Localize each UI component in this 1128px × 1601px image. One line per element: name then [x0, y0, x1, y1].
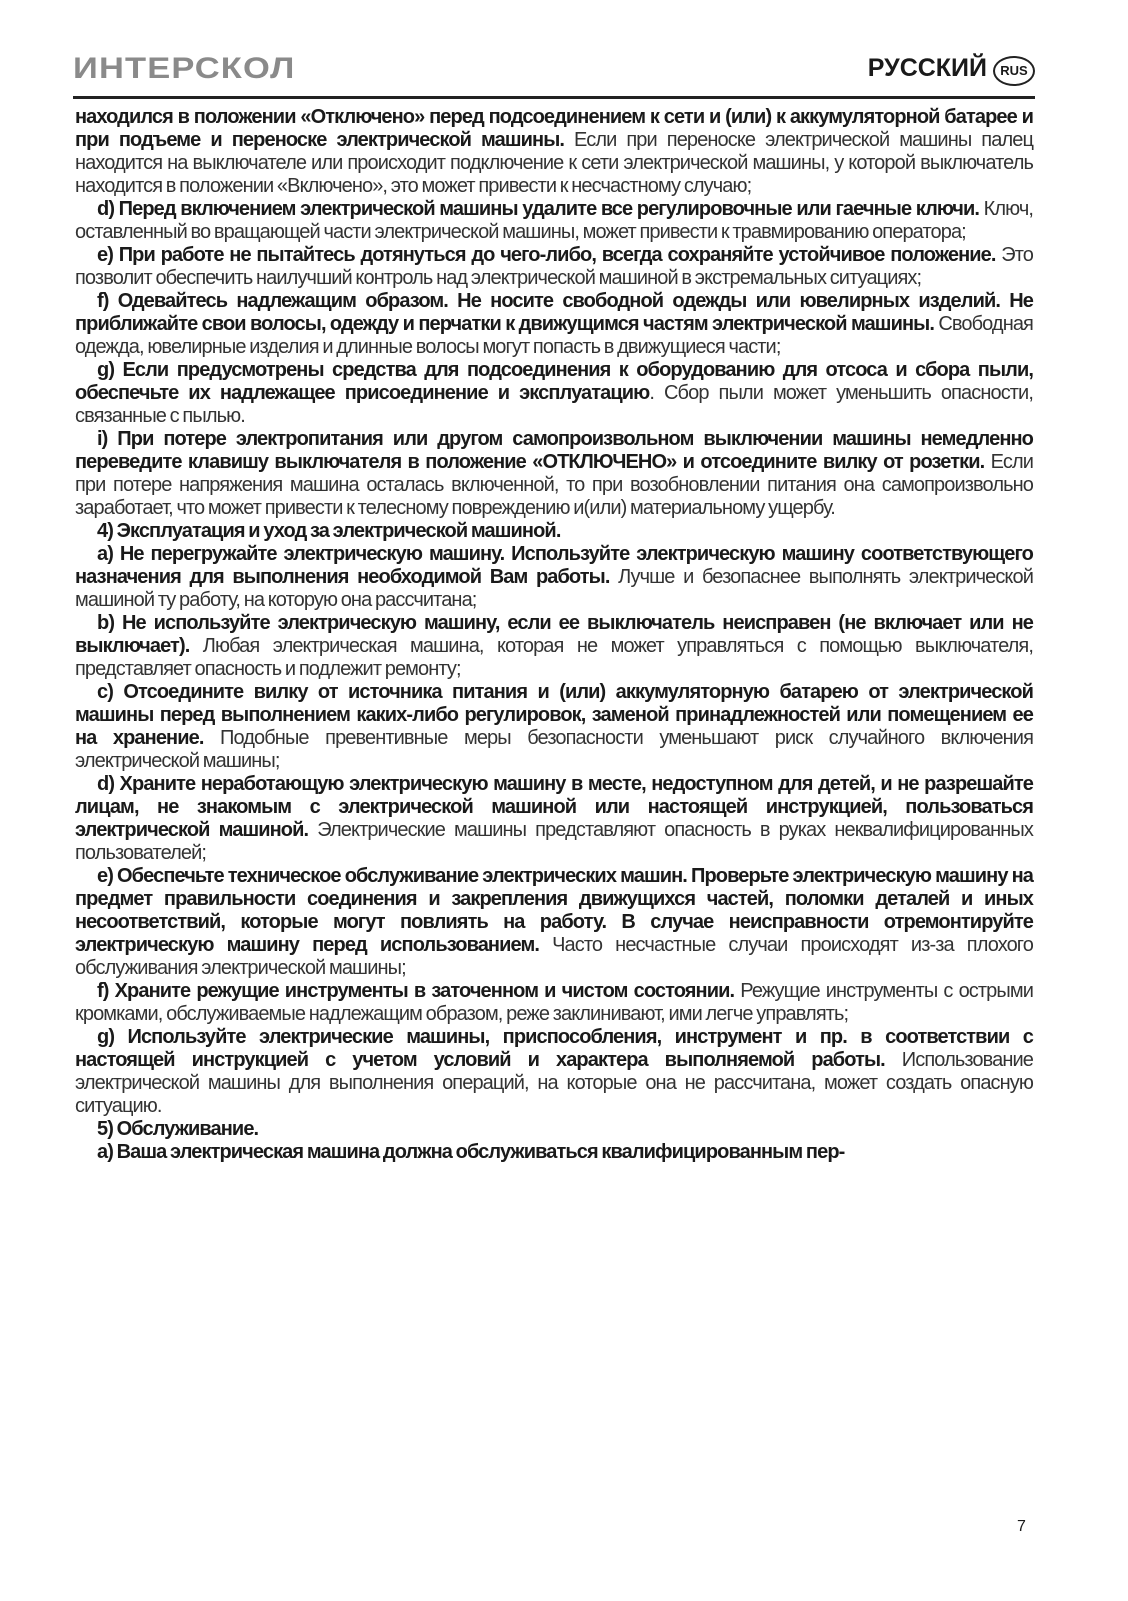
paragraph-text: Электрические машины представляют опасность в руках неквалифицированных пользователей;	[75, 819, 1033, 864]
paragraph	[75, 681, 1033, 773]
paragraph-bold-text: f) Одевайтесь надлежащим образом. Не носите свободной одежды или ювелирных изделий. Не приближайте свои волосы, одежду и перчатки к движущимся частям электрической машины.	[75, 290, 1033, 335]
brand-logo: ИНТЕРСКОЛ	[73, 52, 296, 85]
paragraph-text: Режущие инструменты с острыми кромками, обслуживаемые надлежащим образом, реже заклинивают, ими легче управлять;	[75, 980, 1033, 1025]
paragraph	[75, 1118, 1033, 1141]
paragraph-bold-text: 5) Обслуживание.	[97, 1118, 259, 1140]
language-label: РУССКИЙ	[867, 54, 987, 82]
paragraph-bold-text: d) Перед включением электрической машины удалите все регулировочные или гаечные ключи.	[97, 198, 980, 220]
body-text	[75, 106, 1033, 1164]
paragraph-bold-text: находился в положении «Отключено» перед подсоединением к сети и (или) к аккумуляторной батарее и при подъеме и переноске электрической машины.	[75, 106, 1033, 151]
paragraph-text: Это позволит обеспечить наилучший контроль над электрической машиной в экстремальных ситуациях;	[75, 244, 1033, 289]
paragraph-bold-text: b) Не используйте электрическую машину, если ее выключатель неисправен (не включает или не выключает).	[75, 612, 1033, 657]
paragraph-text: Если при переноске электрической машины палец находится на выключателе или происходит подключение к сети электрической машины, у которой выключатель находится в положении «Включено», это может привести к несчастному случаю;	[75, 129, 1033, 197]
paragraph-bold-text: f) Храните режущие инструменты в заточенном и чистом состоянии.	[97, 980, 735, 1002]
page-header	[73, 50, 1035, 90]
paragraph	[75, 198, 1033, 244]
paragraph-bold-text: d) Храните неработающую электрическую машину в месте, недоступном для детей, и не разрешайте лицам, не знакомым с электрической машиной или настоящей инструкцией, пользоваться электрической машиной.	[75, 773, 1033, 841]
paragraph	[75, 1141, 1033, 1164]
paragraph	[75, 865, 1033, 980]
paragraph	[75, 520, 1033, 543]
paragraph-bold-text: e) Обеспечьте техническое обслуживание электрических машин. Проверьте электрическую машину на предмет правильности соединения и закрепления движущихся частей, поломки деталей и иных несоответствий, которые могут повлиять на работу. В случае неисправности отремонтируйте электрическую машину перед использованием.	[75, 865, 1033, 956]
paragraph-bold-text: a) Не перегружайте электрическую машину. Используйте электрическую машину соответствующего назначения для выполнения необходимой Вам работы.	[75, 543, 1033, 588]
paragraph	[75, 244, 1033, 290]
paragraph-text: Использование электрической машины для выполнения операций, на которые она не рассчитана, может создать опасную ситуацию.	[75, 1049, 1033, 1117]
paragraph-text: . Сбор пыли может уменьшить опасности, связанные с пылью.	[75, 382, 1033, 427]
paragraph-bold-text: g) Используйте электрические машины, приспособления, инструмент и пр. в соответствии с настоящей инструкцией с учетом условий и характера выполняемой работы.	[75, 1026, 1033, 1071]
paragraph	[75, 290, 1033, 359]
paragraph	[75, 359, 1033, 428]
paragraph	[75, 106, 1033, 198]
paragraph-bold-text: g) Если предусмотрены средства для подсоединения к оборудованию для отсоса и сбора пыли, обеспечьте их надлежащее присоединение и эксплуатацию	[75, 359, 1033, 404]
language-code-badge: RUS	[993, 56, 1035, 86]
paragraph-text: Ключ, оставленный во вращающей части электрической машины, может привести к травмированию оператора;	[75, 198, 1033, 243]
paragraph-bold-text: a) Ваша электрическая машина должна обслуживаться квалифицированным пер-	[97, 1141, 845, 1163]
paragraph-bold-text: c) Отсоедините вилку от источника питания и (или) аккумуляторную батарею от электрической машины перед выполнением каких-либо регулировок, заменой принадлежностей или помещением ее на хранение.	[75, 681, 1033, 749]
paragraph-text: Лучше и безопаснее выполнять электрической машиной ту работу, на которую она рассчитана;	[75, 566, 1033, 611]
paragraph	[75, 773, 1033, 865]
paragraph	[75, 543, 1033, 612]
paragraph	[75, 612, 1033, 681]
paragraph-text: Если при потере напряжения машина осталась включенной, то при возобновлении питания она самопроизвольно заработает, что может привести к телесному повреждению и(или) материальному ущербу.	[75, 451, 1034, 519]
header-divider	[73, 96, 1035, 99]
paragraph	[75, 980, 1033, 1026]
paragraph-text: Подобные превентивные меры безопасности уменьшают риск случайного включения электрической машины;	[75, 727, 1033, 772]
paragraph	[75, 428, 1033, 520]
paragraph-text: Свободная одежда, ювелирные изделия и длинные волосы могут попасть в движущиеся части;	[75, 313, 1033, 358]
paragraph	[75, 1026, 1033, 1118]
paragraph-text: Любая электрическая машина, которая не может управляться с помощью выключателя, представляет опасность и подлежит ремонту;	[75, 635, 1033, 680]
paragraph-bold-text: e) При работе не пытайтесь дотянуться до чего-либо, всегда сохраняйте устойчивое положение.	[97, 244, 996, 266]
paragraph-bold-text: i) При потере электропитания или другом самопроизвольном выключении машины немедленно переведите клавишу выключателя в положение «ОТКЛЮЧЕНО» и отсоедините вилку от розетки.	[75, 428, 1033, 473]
paragraph-bold-text: 4) Эксплуатация и уход за электрической машиной.	[97, 520, 561, 542]
page-number: 7	[1017, 1518, 1026, 1535]
paragraph-text: Часто несчастные случаи происходят из-за плохого обслуживания электрической машины;	[75, 934, 1033, 979]
